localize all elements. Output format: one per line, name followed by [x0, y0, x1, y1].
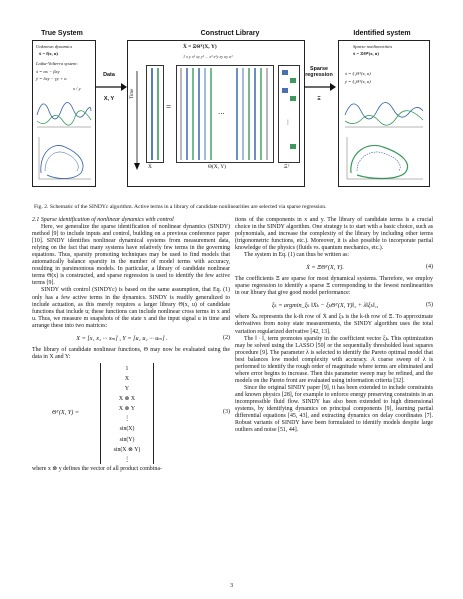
timeseries-x-curve [37, 102, 91, 119]
sparse-regression-arrow [304, 80, 336, 94]
figure [0, 0, 463, 200]
phase-portrait-inner-curve [45, 152, 78, 171]
equation-3-number: (3) [223, 408, 230, 415]
left-column [32, 217, 230, 473]
equation-4-number: (4) [426, 264, 433, 271]
time-axis [132, 71, 142, 171]
construct-library-title: Construct Library [200, 30, 260, 37]
equation-4-body: Ẋ = ΞΘᵀ(X, Υ). [306, 264, 344, 272]
construct-eq: Ẋ = ΞΘᵀ(X, Υ) [183, 44, 217, 50]
equation-3-row: sin(X) [119, 426, 135, 433]
identified-eq-2: ẏ = ξ₂Θᵀ(x, u) [345, 79, 371, 84]
identified-phase-inner-curve [357, 152, 400, 171]
equation-2-number: (2) [223, 334, 230, 341]
left-paragraph-4: where x ⊗ y defines the vector of all product combina- [32, 465, 162, 472]
identified-system-panel [338, 40, 430, 187]
xdot-matrix-lines [147, 66, 163, 162]
data-arrow-sub: X, Υ [103, 96, 115, 102]
right-paragraph-2: The system in Eq. (1) can thus be written as: [244, 252, 350, 259]
identified-system-plots [343, 93, 425, 183]
lotka-volterra-label: Lotka-Volterra system: [36, 61, 78, 66]
left-paragraph-2: SINDY with control (SINDYc) is based on the same assumption, that Eq. (1) only has a few active terms in the dynamics. SINDY is readily generalized to include actuation, as this merely requires a larger library Θ(x, u) of candidate functions that include u; these functions can include nonlinear cross terms in x and u. Thus, we measure m snapshots of the state x and the input signal u in time and arrange these into two matrices: [32, 287, 230, 329]
svg-text:⋮: ⋮ [285, 119, 291, 126]
forecast-x-curve [345, 102, 423, 119]
sparse-regression-sub: Ξ [317, 96, 321, 102]
xdot-matrix [146, 65, 164, 163]
equation-3-row: X ⊗ X [118, 396, 136, 403]
forecast-y-curve [345, 111, 423, 125]
right-column [235, 217, 433, 434]
equation-2 [32, 332, 230, 345]
xi-label: Ξᵀ [284, 164, 290, 170]
identified-eq-1: ẋ = ξ₁Θᵀ(x, u) [345, 71, 371, 76]
right-paragraph-6: Since the original SINDY paper [9], it has been extended to include constraints and known physics [28], for example to enforce energy preserving constraints in an incompressible fluid flow. SINDY has also been extended to high dimensional systems, by identifying dynamics on principal components [9], learning partial differential equations [45, 43], and extracting dynamics on delay coordinates [7]. Robust variants of SINDY have been formulated to identify models despite large outliers and noise [51, 44]. [235, 384, 433, 434]
right-paragraph-1: tions of the components in x and y. The library of candidate terms is a crucial choice in the SINDY algorithm. One strategy is to start with a basic choice, such as polynomials, and increase the complexity of the library by including other terms (trigonometric functions, etc.). Moreover, it is also possible to incorporate partial knowledge of the physics (fluids vs. quantum mechanics, etc.). [235, 217, 433, 252]
equals-sign: = [166, 102, 172, 112]
subsection-heading: 2.1 Sparse identification of nonlinear dynamics with control [32, 217, 174, 223]
theta-matrix-columns [177, 66, 273, 162]
plot-axis-label: x / y [73, 86, 81, 91]
theta-label: Θ(X, Υ) [208, 164, 226, 170]
equation-3-row: 1 [125, 365, 129, 372]
equation-3-row: ⋮ [124, 416, 130, 423]
right-paragraph-4: where Ẋₖ represents the k-th row of Ẋ and ξₖ is the k-th row of Ξ. To approximate derivatives from noisy state measurements, the SINDY algorithm uses the total variation regularized derivative [42, 13]. [235, 314, 433, 335]
xi-matrix-cells [279, 66, 299, 162]
true-system-panel [32, 40, 96, 187]
equation-3-row: Υ [124, 386, 130, 393]
sparse-regression-label: Sparse regression [305, 66, 333, 78]
equation-3-row: X [124, 375, 130, 382]
true-system-title: True System [41, 30, 83, 37]
construct-library-panel [127, 40, 305, 187]
equation-2-body: X = [x₁ x₂ ··· xₘ] , Υ = [u₁ u₂ ··· uₘ] . [76, 334, 168, 342]
identified-system-title: Identified system [353, 30, 411, 37]
xi-matrix [278, 65, 300, 163]
lv-eq-1: ẋ = αx − βxy [36, 69, 60, 74]
unknown-dynamics-eq: ẋ = f(x, u) [39, 51, 58, 56]
sparse-nonlinearities-label: Sparse nonlinearities [353, 44, 393, 49]
equation-3-row: ⋮ [124, 456, 130, 463]
equation-3-row: sin(X ⊗ Υ) [113, 446, 141, 453]
identified-phase-curve [351, 145, 408, 178]
equation-5 [235, 299, 433, 312]
equation-3 [32, 363, 230, 464]
equation-4 [235, 261, 433, 274]
equation-3-row: sin(Υ) [119, 436, 135, 443]
unknown-dynamics-label: Unknown dynamics [36, 44, 73, 49]
left-paragraph-3: The library of candidate nonlinear functions, Θ may now be evaluated using the data in X and Υ: [32, 346, 230, 360]
identified-eq: ẋ = ΞΘᵀ(x, u) [353, 51, 379, 56]
equation-5-number: (5) [426, 302, 433, 309]
equation-3-row: X ⊗ Υ [118, 406, 136, 413]
lv-eq-2: ẏ = δxy − γy + u [36, 76, 67, 81]
true-system-plots [35, 93, 93, 183]
data-arrow-label: Data [103, 72, 115, 78]
page-number: 3 [229, 582, 234, 589]
timeseries-y-curve [37, 111, 91, 125]
left-paragraph-1: Here, we generalize the sparse identification of nonlinear dynamics (SINDY) method [9] to include inputs and control, building on a previous conference paper [10]. SINDY identifies nonlinear dynamical systems from measurement data, relying on the fact that many systems have relatively few terms in the governing equations. Thus, sparsity promoting techniques may be used to find models that automatically balance sparsity in the number of model terms with accuracy, resulting in parsimonious models. In particular, a library of candidate nonlinear terms Θ(x) is constructed, and sparse regression is used to identify the few active terms [9]. [32, 224, 230, 287]
theta-matrix [176, 65, 274, 163]
time-axis-label: Time [130, 88, 135, 99]
equation-3-lhs: Θᵀ(X, Υ) = [52, 408, 80, 416]
equation-5-body: ξₖ = argmin_ξₖ ‖Ẋₖ − ξₖΘᵀ(X, Υ)‖₂ + λ‖ξₖ‖₁, [271, 302, 379, 310]
figure-caption: Fig. 2. Schematic of the SINDYc algorithm. Active terms in a library of candidate nonlinearities are selected via sparse regression. [34, 204, 327, 210]
data-arrow [95, 80, 127, 94]
svg-text:···: ··· [218, 110, 225, 118]
right-paragraph-3: The coefficients Ξ are sparse for most dynamical systems. Therefore, we employ sparse regression to identify a sparse Ξ corresponding to the fewest nonlinearities in our library that give good model performance: [235, 276, 433, 297]
right-paragraph-5: The ‖ · ‖₁ term promotes sparsity in the coefficient vector ξₖ. This optimization may be solved using the LASSO [50] or the sequentially thresholded least squares procedure [9]. The parameter λ is selected to identify the Pareto optimal model that best balances low model complexity with accuracy. A coarse sweep of λ is performed to identify the rough order of magnitude where terms are eliminated and where error begins to increase. Then this parameter sweep may be refined, and the models on the Pareto front are evaluated using information criteria [32]. [235, 335, 433, 384]
library-column-headers: 1 x y x² xy y² ... x³ x²y xy uy u² [183, 54, 233, 59]
xdot-label: Ẋ [148, 164, 152, 170]
equation-3-vector [100, 363, 154, 464]
